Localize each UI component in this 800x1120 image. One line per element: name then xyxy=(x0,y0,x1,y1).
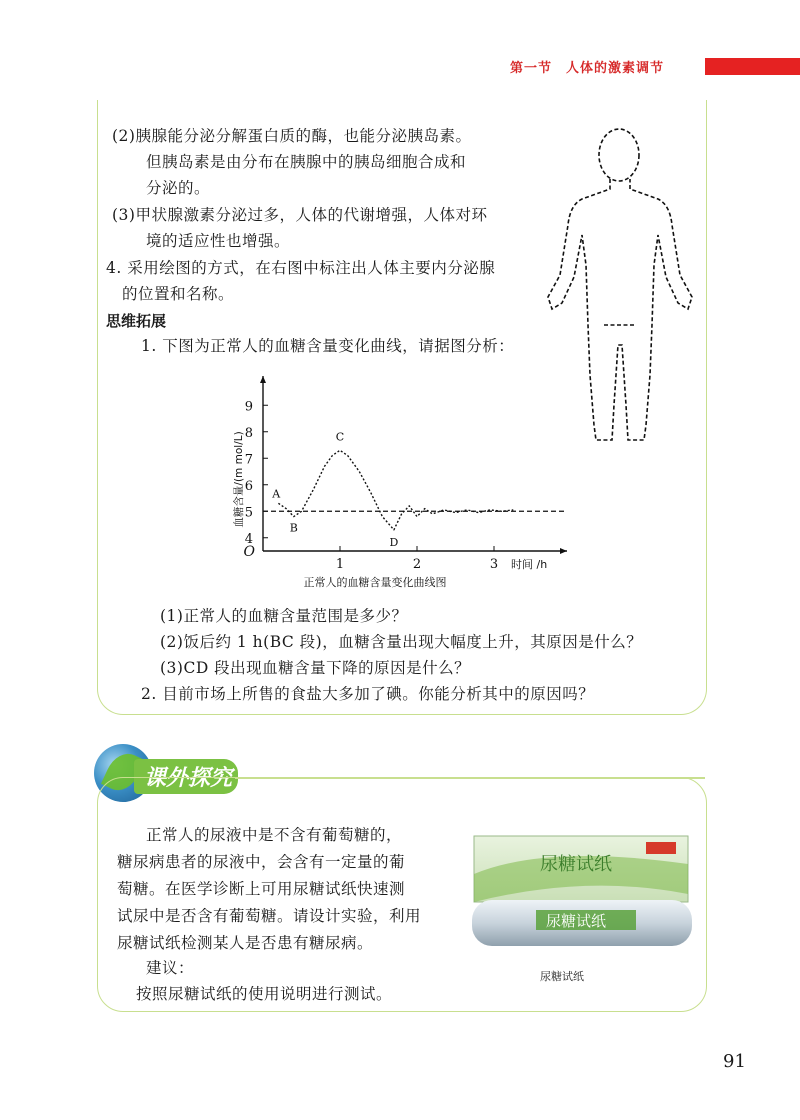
inquiry-line: 试尿中是否含有葡萄糖。请设计实验，利用 xyxy=(117,907,422,925)
x-axis-arrow xyxy=(560,548,567,554)
y-tick-label: 4 xyxy=(244,531,253,547)
glucose-curve xyxy=(278,450,513,530)
question-line: (3)甲状腺激素分泌过多，人体的代谢增强，人体对环 xyxy=(112,206,488,224)
y-tick-label: 7 xyxy=(244,452,253,468)
suggestion-text: 按照尿糖试纸的使用说明进行测试。 xyxy=(136,985,393,1003)
y-tick-label: 6 xyxy=(244,478,253,494)
question-line: (2)胰腺能分泌分解蛋白质的酶，也能分泌胰岛素。 xyxy=(112,127,472,145)
question-line: 但胰岛素是由分布在胰腺中的胰岛细胞合成和 xyxy=(146,153,467,171)
chart-question: 1. 下图为正常人的血糖含量变化曲线，请据图分析： xyxy=(141,337,515,355)
inquiry-line: 糖尿病患者的尿液中，会含有一定量的葡 xyxy=(117,853,406,871)
sub-question: (1)正常人的血糖含量范围是多少？ xyxy=(160,607,408,625)
sub-question: (2)饭后约 1 h(BC 段)，血糖含量出现大幅度上升，其原因是什么？ xyxy=(160,633,643,651)
box-label: 尿糖试纸 xyxy=(540,854,612,875)
question-line: 分泌的。 xyxy=(146,179,211,197)
inquiry-line: 正常人的尿液中是不含有葡萄糖的， xyxy=(146,826,403,844)
origin-label: O xyxy=(243,544,255,560)
y-axis-label: 血糖含量/(m mol/L) xyxy=(233,431,245,528)
x-tick-label: 3 xyxy=(489,557,499,572)
blood-glucose-chart xyxy=(215,368,585,603)
y-tick-label: 8 xyxy=(244,425,253,441)
chart-title: 正常人的血糖含量变化曲线图 xyxy=(303,576,447,589)
section-header: 第一节 人体的激素调节 xyxy=(510,61,665,76)
x-tick-label: 2 xyxy=(412,557,422,572)
page-number: 91 xyxy=(723,1051,746,1072)
urine-test-strip-photo xyxy=(466,834,698,964)
inquiry-line: 尿糖试纸检测某人是否患有糖尿病。 xyxy=(117,934,374,952)
x-axis-label: 时间 /h xyxy=(511,558,548,571)
y-tick-label: 5 xyxy=(244,505,253,521)
y-tick-label: 9 xyxy=(244,399,253,415)
photo-caption: 尿糖试纸 xyxy=(540,970,584,983)
thinking-heading: 思维拓展 xyxy=(106,312,167,330)
point-label-d: D xyxy=(389,535,399,549)
question-line: 4. 采用绘图的方式，在右图中标注出人体主要内分泌腺 xyxy=(106,259,496,277)
iodine-question: 2. 目前市场上所售的食盐大多加了碘。你能分析其中的原因吗？ xyxy=(141,685,595,703)
point-label-c: C xyxy=(335,430,345,444)
point-label-a: A xyxy=(272,487,281,501)
header-accent-bar xyxy=(705,58,800,75)
suggestion-label: 建议： xyxy=(146,959,195,977)
question-line: 的位置和名称。 xyxy=(122,285,235,303)
x-tick-label: 1 xyxy=(335,557,345,572)
point-label-b: B xyxy=(289,521,298,535)
inquiry-line: 萄糖。在医学诊断上可用尿糖试纸快速测 xyxy=(117,880,406,898)
tube-label: 尿糖试纸 xyxy=(546,912,607,930)
y-axis-arrow xyxy=(260,376,266,383)
question-line: 境的适应性也增强。 xyxy=(146,232,291,250)
inquiry-badge: 课外探究 xyxy=(134,759,238,794)
sub-question: (3)CD 段出现血糖含量下降的原因是什么？ xyxy=(160,659,471,677)
